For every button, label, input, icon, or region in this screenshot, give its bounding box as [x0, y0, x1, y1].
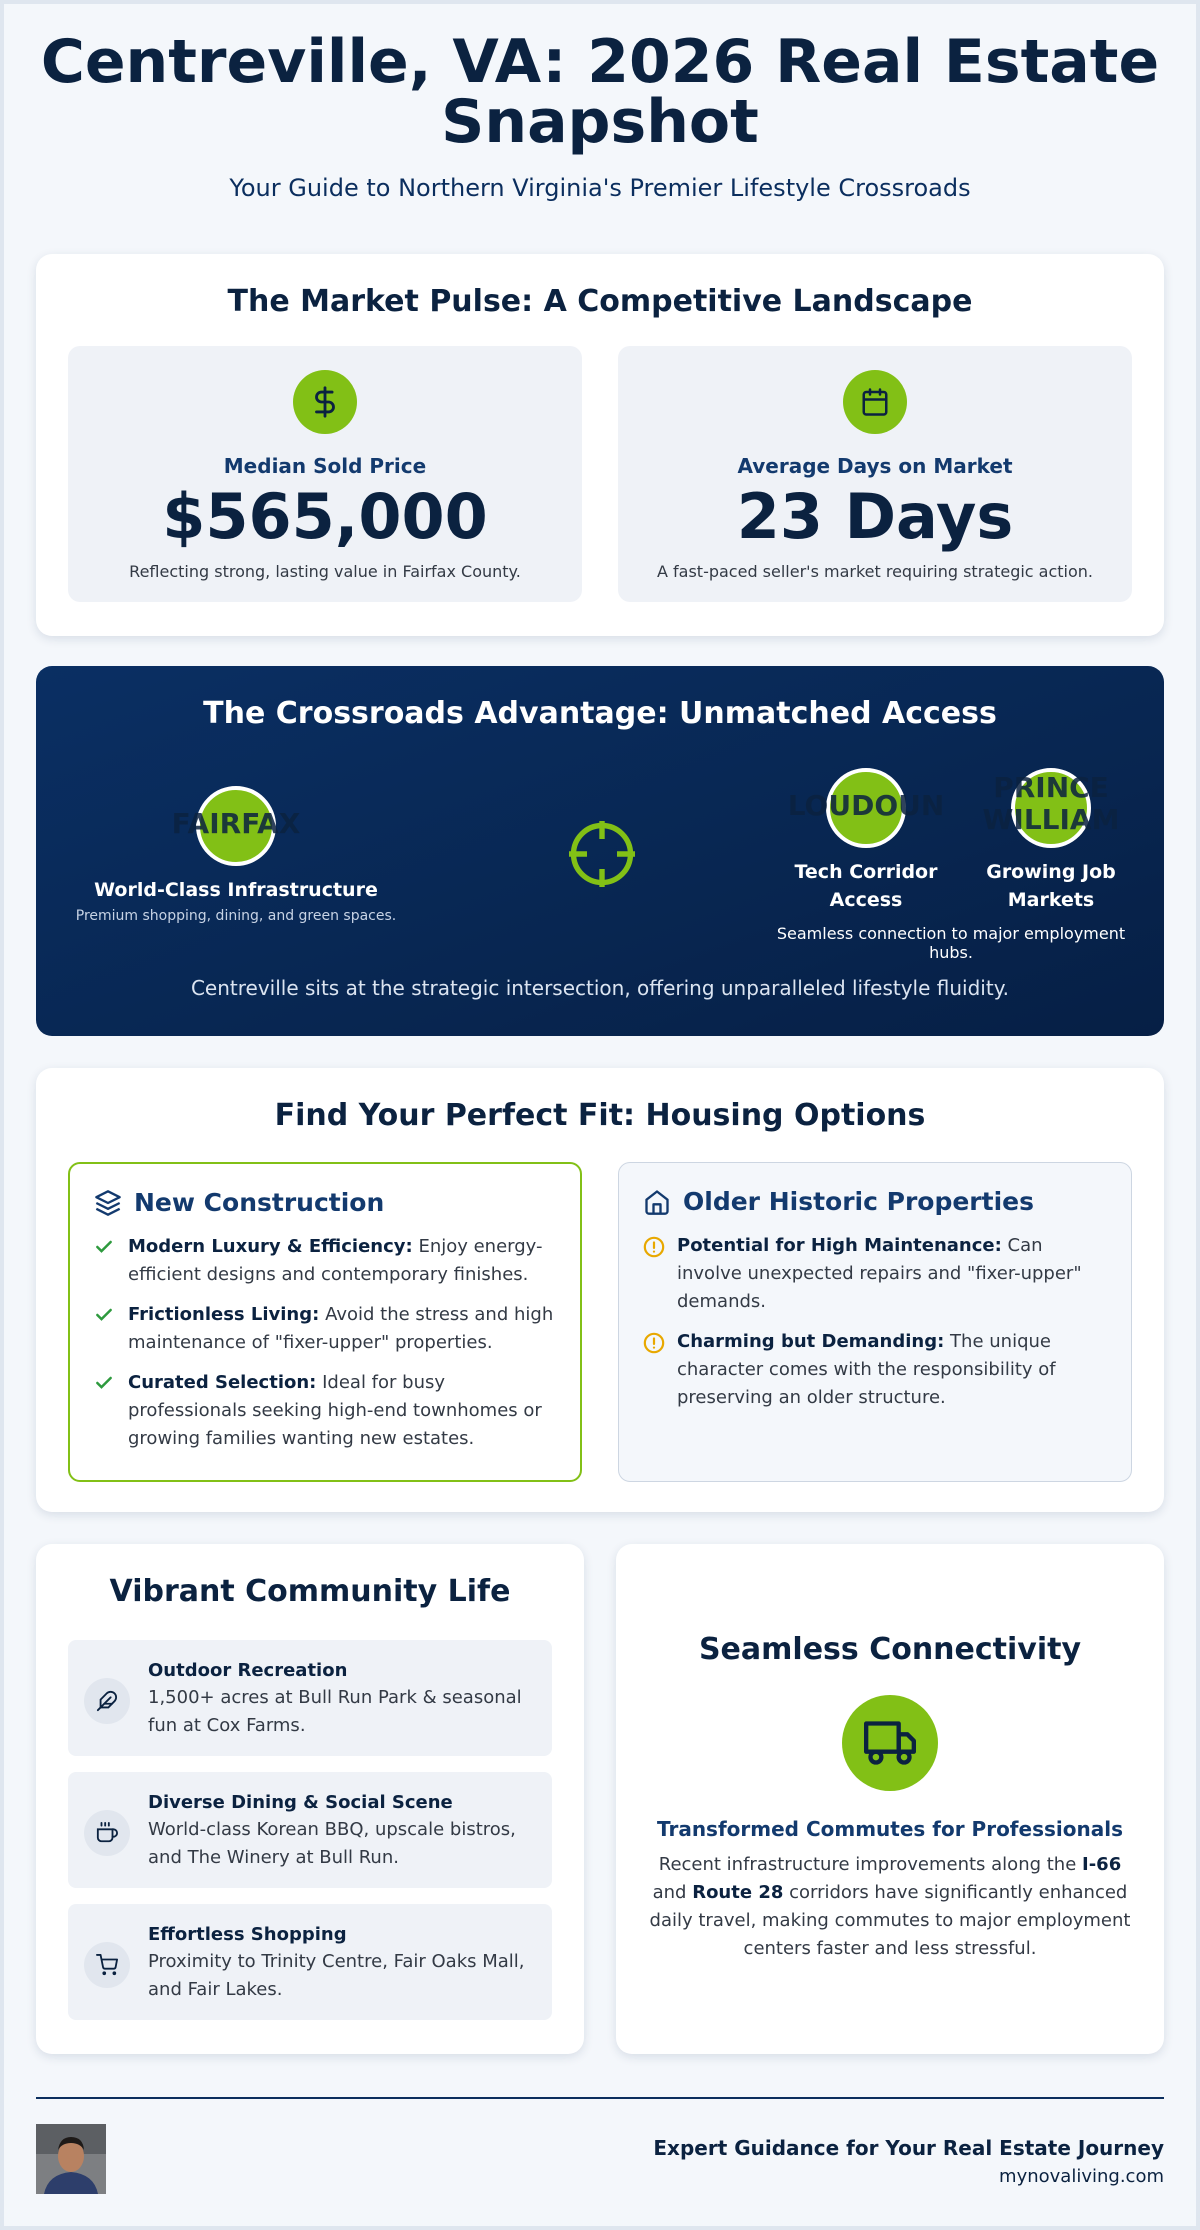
fairfax-label: FAIRFAX	[171, 807, 301, 840]
median-price-stat	[68, 346, 582, 602]
item-text: Can involve unexpected repairs and "fixer-upper" demands.	[677, 1235, 1082, 1312]
header	[4, 4, 1196, 202]
text-segment: and	[652, 1882, 693, 1903]
alert-icon	[643, 1328, 677, 1412]
list-item	[94, 1301, 558, 1357]
connectivity-title: Seamless Connectivity	[698, 1632, 1082, 1667]
footer-website-link[interactable]: mynovaliving.com	[999, 2166, 1164, 2187]
cart-icon	[84, 1942, 130, 1988]
avatar	[36, 2124, 106, 2194]
calendar-icon	[843, 370, 907, 434]
item-bold: Curated Selection:	[128, 1372, 317, 1393]
feather-icon	[84, 1678, 130, 1724]
housing-options-card	[36, 1068, 1164, 1512]
prince-william-title-line1: Growing Job	[986, 861, 1116, 883]
page-title: Centreville, VA: 2026 Real Estate Snapshot	[40, 27, 1160, 157]
stat-value: 23 Days	[736, 480, 1014, 553]
community-item-title: Effortless Shopping	[148, 1924, 347, 1945]
highway-route-28: Route 28	[692, 1882, 784, 1903]
market-pulse-card	[36, 254, 1164, 636]
stat-label: Average Days on Market	[737, 454, 1013, 478]
list-item	[94, 1233, 558, 1289]
community-title: Vibrant Community Life	[109, 1574, 511, 1609]
page	[4, 4, 1196, 2226]
crossroads-note: Centreville sits at the strategic intersection, offering unparalleled lifestyle fluidity.	[190, 976, 1010, 1000]
loudoun-node	[766, 768, 966, 914]
list-item	[68, 1772, 552, 1888]
item-bold: Frictionless Living:	[128, 1304, 320, 1325]
stat-value: $565,000	[162, 480, 488, 553]
fairfax-title: World-Class Infrastructure	[94, 879, 378, 901]
layers-icon	[94, 1189, 122, 1217]
footer-divider	[36, 2097, 1164, 2099]
crossroads-title: The Crossroads Advantage: Unmatched Access	[203, 696, 997, 731]
text-segment: Recent infrastructure improvements along the	[658, 1854, 1083, 1875]
item-text: Enjoy energy-efficient designs and contemporary finishes.	[128, 1236, 543, 1285]
days-on-market-stat	[618, 346, 1132, 602]
home-icon	[643, 1188, 671, 1216]
market-pulse-title: The Market Pulse: A Competitive Landscape	[227, 284, 973, 319]
list-item	[643, 1232, 1109, 1316]
connectivity-card	[616, 1544, 1164, 2054]
text-segment: corridors have significantly enhanced daily travel, making commutes to major employment centers faster and less stressful.	[649, 1882, 1131, 1959]
new-construction-title: New Construction	[134, 1188, 385, 1217]
housing-title: Find Your Perfect Fit: Housing Options	[274, 1098, 926, 1133]
stat-label: Median Sold Price	[223, 454, 427, 478]
community-item-text: Proximity to Trinity Centre, Fair Oaks Mall, and Fair Lakes.	[148, 1951, 525, 2000]
community-item-text: World-class Korean BBQ, upscale bistros, and The Winery at Bull Run.	[148, 1819, 516, 1868]
loudoun-title-line2: Access	[829, 889, 903, 911]
crossroads-section	[36, 666, 1164, 1036]
dollar-icon	[293, 370, 357, 434]
check-icon	[94, 1301, 128, 1357]
item-bold: Modern Luxury & Efficiency:	[128, 1236, 413, 1257]
footer-tagline: Expert Guidance for Your Real Estate Journey	[653, 2136, 1164, 2160]
stat-desc: Reflecting strong, lasting value in Fairfax County.	[129, 562, 521, 581]
fairfax-node	[64, 786, 408, 924]
list-item	[68, 1904, 552, 2020]
item-text: The unique character comes with the responsibility of preserving an older structure.	[677, 1331, 1056, 1408]
coffee-icon	[84, 1810, 130, 1856]
item-bold: Charming but Demanding:	[677, 1331, 945, 1352]
community-card	[36, 1544, 584, 2054]
prince-william-title-line2: Markets	[1007, 889, 1095, 911]
list-item	[94, 1369, 558, 1453]
page-subtitle: Your Guide to Northern Virginia's Premier Lifestyle Crossroads	[229, 174, 971, 202]
prince-william-node	[966, 768, 1136, 914]
new-construction-box	[68, 1162, 582, 1482]
employment-hubs-subtitle: Seamless connection to major employment hubs.	[776, 924, 1126, 962]
prince-william-label-line2: WILLIAM	[982, 803, 1120, 836]
alert-icon	[643, 1232, 677, 1316]
community-item-title: Outdoor Recreation	[148, 1660, 348, 1681]
loudoun-label: LOUDOUN	[787, 789, 945, 822]
connectivity-text	[645, 1851, 1135, 1963]
item-text: Avoid the stress and high maintenance of "fixer-upper" properties.	[128, 1304, 554, 1353]
community-item-title: Diverse Dining & Social Scene	[148, 1792, 453, 1813]
list-item	[643, 1328, 1109, 1412]
crosshair-icon	[566, 818, 638, 894]
community-item-text: 1,500+ acres at Bull Run Park & seasonal fun at Cox Farms.	[148, 1687, 522, 1736]
loudoun-title-line1: Tech Corridor	[794, 861, 938, 883]
historic-heading	[643, 1187, 1109, 1216]
fairfax-subtitle: Premium shopping, dining, and green spaces.	[75, 908, 397, 924]
check-icon	[94, 1233, 128, 1289]
item-bold: Potential for High Maintenance:	[677, 1235, 1002, 1256]
new-construction-heading	[94, 1188, 558, 1217]
stat-desc: A fast-paced seller's market requiring strategic action.	[656, 562, 1094, 581]
highway-i66: I-66	[1082, 1854, 1122, 1875]
prince-william-label-line1: PRINCE	[993, 771, 1109, 804]
item-text: Ideal for busy professionals seeking high-end townhomes or growing families wanting new estates.	[128, 1372, 542, 1449]
historic-title: Older Historic Properties	[683, 1187, 1034, 1216]
connectivity-heading: Transformed Commutes for Professionals	[657, 1817, 1123, 1841]
check-icon	[94, 1369, 128, 1453]
historic-properties-box	[618, 1162, 1132, 1482]
truck-icon	[842, 1695, 938, 1791]
list-item	[68, 1640, 552, 1756]
